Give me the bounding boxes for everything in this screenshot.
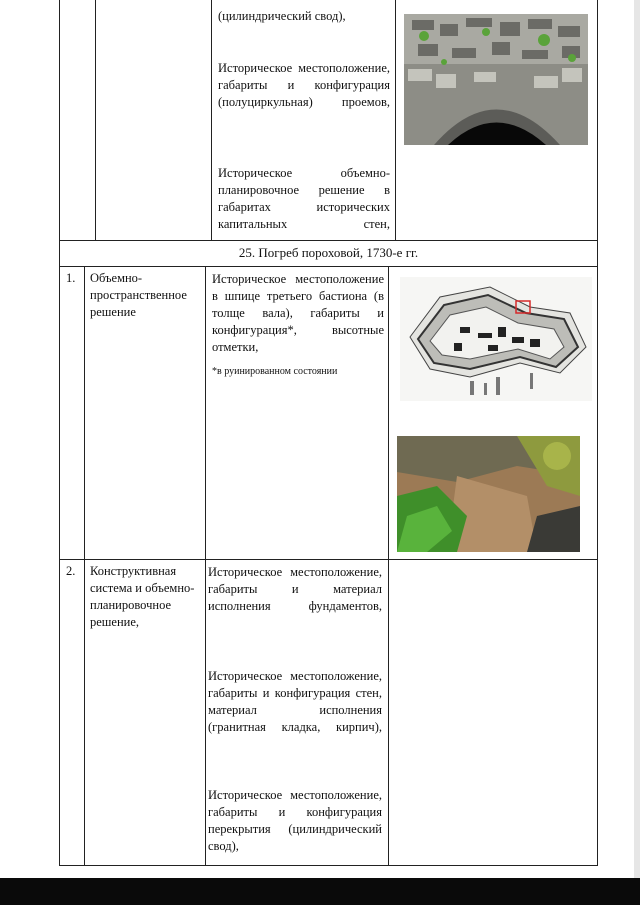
- top-text-para2: Историческое местоположение, габариты и конфигурация (полуциркульная) проемов,: [218, 61, 390, 109]
- top-text-line1: (цилиндрический свод),: [218, 9, 346, 23]
- table-border-left: [59, 0, 60, 866]
- section-header: 25. Погреб пороховой, 1730-е гг.: [238, 245, 419, 260]
- fortress-plan-map: [400, 277, 592, 401]
- row2-name: Конструктивная система и объемно-планировочное решение,: [90, 564, 195, 629]
- top-text-para3: Историческое объемно-планировочное решение в габаритах исторических капитальных стен,: [218, 166, 390, 231]
- table-border-col1: [95, 0, 96, 240]
- rampart-ruin-photo: [397, 436, 580, 552]
- table-row-border: [59, 559, 598, 560]
- table-border-col2: [211, 0, 212, 240]
- table-border-col3: [388, 266, 389, 866]
- scan-bottom-edge: [0, 878, 640, 905]
- row2-desc2: Историческое местоположение, габариты и конфигурация стен, материал исполнения (гранитная кладка, кирпич),: [208, 669, 382, 734]
- scan-edge: [634, 0, 640, 878]
- table-border-col1: [84, 266, 85, 866]
- table-row-border: [59, 865, 598, 866]
- row2-desc1: Историческое местоположение, габариты и материал исполнения фундаментов,: [208, 565, 382, 613]
- row1-name: Объемно-пространственное решение: [90, 271, 187, 319]
- table-row-border: [59, 266, 598, 267]
- table-border-col2: [205, 266, 206, 866]
- row1-description: Историческое местоположение в шпице третьего бастиона (в толще вала), габариты и конфигурация*, высотные отметки,: [212, 272, 384, 354]
- table-row-border: [59, 240, 598, 241]
- table-border-right: [597, 0, 598, 866]
- row1-note: *в руинированном состоянии: [212, 366, 338, 377]
- row1-number: 1.: [66, 271, 76, 285]
- table-border-col3: [395, 0, 396, 240]
- row2-desc3: Историческое местоположение, габариты и конфигурация перекрытия (цилиндрический свод),: [208, 788, 382, 853]
- row2-number: 2.: [66, 564, 76, 578]
- stone-arch-photo: [404, 14, 588, 145]
